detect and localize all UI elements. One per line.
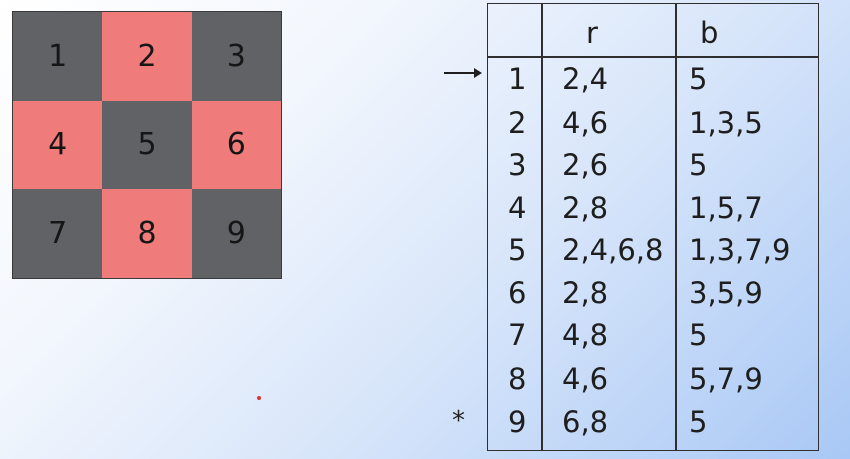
row-id: 8	[508, 362, 527, 396]
board-cell-7: 7	[13, 189, 102, 278]
row-r: 4,6	[562, 106, 609, 140]
table-row	[488, 359, 818, 399]
board-cell-1: 1	[13, 12, 102, 101]
table-row	[488, 188, 818, 228]
table-row	[488, 59, 818, 99]
row-r: 2,8	[562, 276, 609, 310]
table-row	[488, 145, 818, 185]
pointer-dot	[257, 396, 261, 400]
row-id: 7	[508, 318, 527, 352]
table-header-divider	[488, 56, 818, 58]
board-cell-4: 4	[13, 101, 102, 190]
table-row	[488, 402, 818, 442]
row-r: 6,8	[562, 405, 609, 439]
table-row	[488, 230, 818, 270]
row-id: 1	[508, 62, 527, 96]
board-cell-5: 5	[102, 101, 191, 190]
header-b: b	[700, 16, 719, 50]
table-row	[488, 273, 818, 313]
board-cell-9: 9	[192, 189, 281, 278]
row-id: 3	[508, 148, 527, 182]
row-id: 5	[508, 233, 527, 267]
row-b: 5	[689, 405, 708, 439]
row-r: 2,8	[562, 191, 609, 225]
table-row	[488, 103, 818, 143]
row-r: 2,4	[562, 62, 609, 96]
row-b: 1,3,7,9	[689, 233, 791, 267]
row-id: 2	[508, 106, 527, 140]
row-b: 3,5,9	[689, 276, 763, 310]
row-b: 5	[689, 148, 708, 182]
grid-board	[12, 11, 282, 279]
row-id: 9	[508, 405, 527, 439]
adjacency-table	[487, 3, 819, 451]
row-b: 5	[689, 318, 708, 352]
row-r: 2,6	[562, 148, 609, 182]
row-id: 6	[508, 276, 527, 310]
star-marker: *	[452, 406, 465, 436]
row-r: 4,6	[562, 362, 609, 396]
row-b: 5	[689, 62, 708, 96]
board-cell-3: 3	[192, 12, 281, 101]
board-cell-6: 6	[192, 101, 281, 190]
row-r: 4,8	[562, 318, 609, 352]
row-r: 2,4,6,8	[562, 233, 664, 267]
header-r: r	[586, 16, 598, 50]
table-row	[488, 315, 818, 355]
board-cell-2: 2	[102, 12, 191, 101]
row-id: 4	[508, 191, 527, 225]
board-cell-8: 8	[102, 189, 191, 278]
row-b: 1,5,7	[689, 191, 763, 225]
row-b: 5,7,9	[689, 362, 763, 396]
row-b: 1,3,5	[689, 106, 763, 140]
arrow-right-icon	[443, 65, 483, 81]
